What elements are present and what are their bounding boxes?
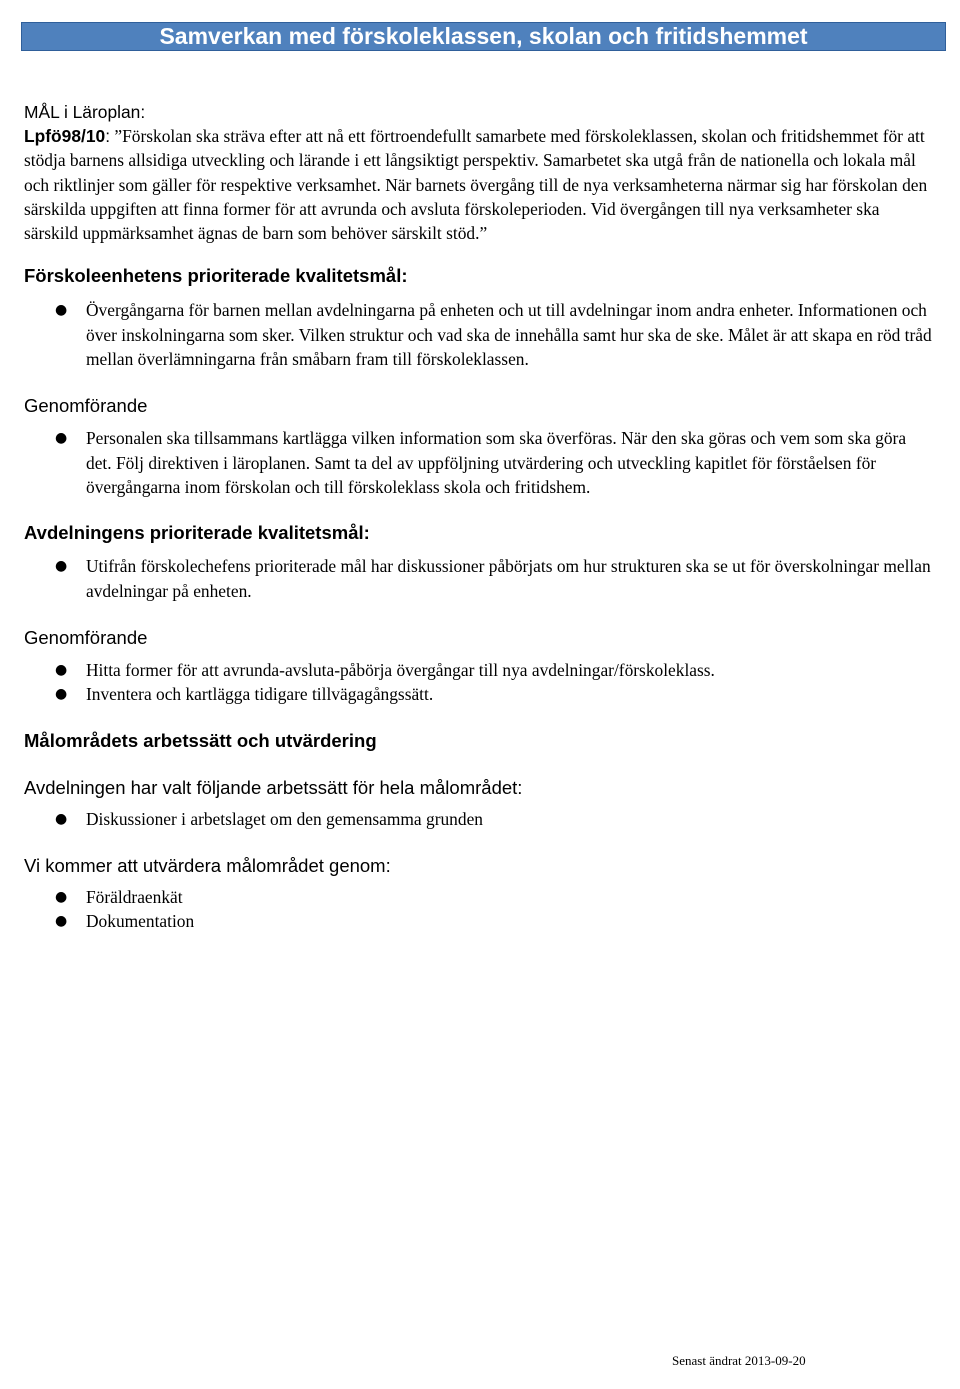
lpfo-key: Lpfö98/10 bbox=[24, 126, 106, 146]
bullet-icon: ● bbox=[55, 811, 68, 828]
list-item bbox=[24, 298, 934, 371]
implementation-heading-2: Genomförande bbox=[24, 626, 148, 648]
bullet-icon: ● bbox=[55, 558, 68, 575]
list-item-text: Föräldraenkät bbox=[86, 886, 183, 907]
bullet-icon: ● bbox=[55, 913, 68, 930]
title-bar bbox=[21, 22, 946, 51]
method-list bbox=[24, 807, 934, 831]
dept-goals-list bbox=[24, 554, 934, 603]
method-subheading: Avdelningen har valt följande arbetssätt för hela målområdet: bbox=[24, 777, 523, 799]
list-item-text: Hitta former för att avrunda-avsluta-påbörja övergångar till nya avdelningar/förskoleklass. bbox=[86, 659, 715, 680]
unit-goals-heading: Förskoleenhetens prioriterade kvalitetsmål: bbox=[24, 265, 408, 287]
list-item bbox=[24, 682, 934, 706]
lpfo-colon: : bbox=[105, 126, 111, 146]
list-item-text: Dokumentation bbox=[86, 911, 195, 932]
list-item bbox=[24, 426, 934, 499]
evaluation-heading: Vi kommer att utvärdera målområdet genom: bbox=[24, 854, 391, 876]
list-item bbox=[24, 554, 934, 603]
dept-goals-heading: Avdelningens prioriterade kvalitetsmål: bbox=[24, 522, 370, 544]
list-item bbox=[24, 658, 934, 682]
list-item-text: Inventera och kartlägga tidigare tillvägagångssätt. bbox=[86, 684, 434, 705]
page-title: Samverkan med förskoleklassen, skolan och fritidshemmet bbox=[159, 23, 808, 49]
bullet-icon: ● bbox=[55, 430, 68, 447]
implementation-heading-1: Genomförande bbox=[24, 395, 148, 417]
document-body bbox=[24, 100, 934, 933]
list-item bbox=[24, 807, 934, 831]
list-item-text: Diskussioner i arbetslaget om den gemensamma grunden bbox=[86, 809, 483, 830]
bullet-icon: ● bbox=[55, 888, 68, 905]
bullet-icon: ● bbox=[55, 686, 68, 703]
bullet-icon: ● bbox=[55, 661, 68, 678]
unit-goals-list bbox=[24, 298, 934, 371]
goal-paragraph bbox=[24, 124, 934, 245]
last-modified-footer: Senast ändrat 2013-09-20 bbox=[672, 1353, 806, 1368]
bullet-icon: ● bbox=[55, 302, 68, 319]
goal-label: MÅL i Läroplan: bbox=[24, 102, 146, 122]
implementation-list-1 bbox=[24, 426, 934, 499]
implementation-list-2 bbox=[24, 658, 934, 707]
list-item-text: Övergångarna för barnen mellan avdelningarna på enheten och ut till avdelningar inom andra enheter. Informationen och över inskolningarna som sker. Vilken struktur och vad ska de innehålla samt hur ska de ske. Målet är att skapa en röd tråd mellan överlämningarna från småbarn fram till förskoleklassen. bbox=[86, 300, 932, 370]
list-item bbox=[24, 909, 934, 933]
method-heading: Målområdets arbetssätt och utvärdering bbox=[24, 730, 377, 752]
evaluation-list bbox=[24, 885, 934, 934]
list-item-text: Personalen ska tillsammans kartlägga vilken information som ska överföras. När den ska göras och vem som ska göra det. Följ direktiven i läroplanen. Samt ta del av uppföljning utvärdering och utveckling kapitlet för förståelsen för övergångarna inom förskolan och till förskoleklass skola och fritidshem. bbox=[86, 428, 907, 497]
list-item bbox=[24, 885, 934, 909]
goal-text: ”Förskolan ska sträva efter att nå ett förtroendefullt samarbete med förskoleklassen, skolan och fritidshemmet för att stödja barnens allsidiga utveckling och lärande i ett långsiktigt perspektiv. Samarbetet ska utgå från de nationella och lokala mål och riktlinjer som gäller för respektive verksamhet. När barnets övergång till de nya verksamheterna närmar sig har förskolan den särskilda uppgiften att finna former för att avrunda och avsluta förskoleperioden. Vid övergången till nya verksamheter ska särskild uppmärksamhet ägnas de barn som behöver särskilt stöd.” bbox=[24, 126, 928, 244]
list-item-text: Utifrån förskolechefens prioriterade mål har diskussioner påbörjats om hur strukturen ska se ut för överskolningar mellan avdelningar på enheten. bbox=[86, 556, 931, 601]
